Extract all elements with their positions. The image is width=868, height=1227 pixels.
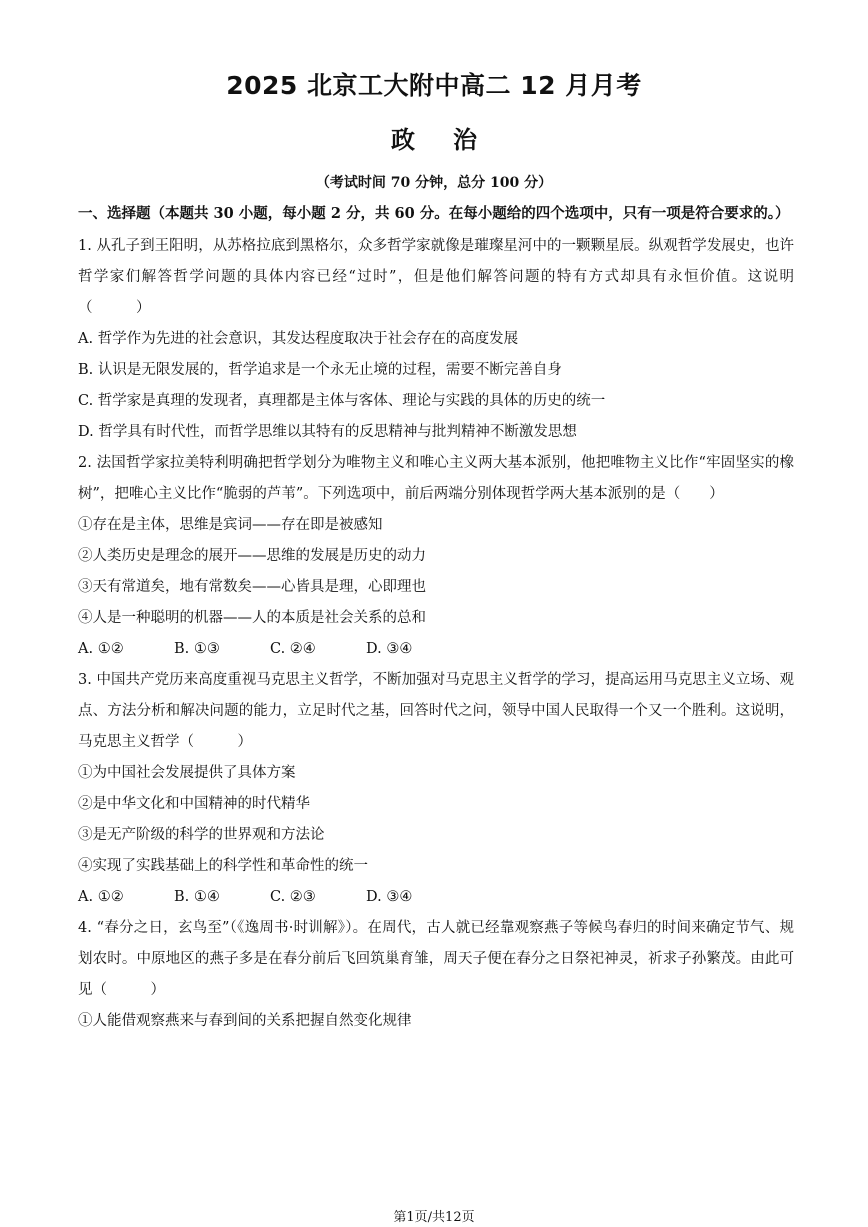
option-d: D. 哲学具有时代性，而哲学思维以其特有的反思精神与批判精神不断激发思想	[78, 424, 577, 440]
choice-row	[78, 634, 794, 665]
question-stem: 4. “春分之日，玄鸟至”（《逸周书·时训解》）。在周代，古人就已经靠观察燕子等候鸟春归的时间来确定节气、规划农时。中原地区的燕子多是在春分前后飞回筑巢育雏，周天子便在春分之日祭祀神灵，祈求子孙繁茂。由此可见（ ）	[78, 920, 794, 998]
choice-c: C. ②③	[270, 889, 316, 905]
exam-content	[78, 200, 809, 1037]
statement-2: ②人类历史是理念的展开——思维的发展是历史的动力	[78, 548, 426, 564]
choice-c: C. ②④	[270, 641, 316, 657]
option-b: B. 认识是无限发展的，哲学追求是一个永无止境的过程，需要不断完善自身	[78, 362, 562, 378]
exam-info: （考试时间 70 分钟，总分 100 分）	[315, 175, 553, 191]
question-2	[78, 448, 794, 665]
choice-d: D. ③④	[366, 641, 413, 657]
choice-b: B. ①④	[174, 889, 220, 905]
choice-d: D. ③④	[366, 889, 413, 905]
choice-a: A. ①②	[78, 889, 124, 905]
statement-4: ④人是一种聪明的机器——人的本质是社会关系的总和	[78, 610, 426, 626]
choice-row	[78, 882, 794, 913]
choice-a: A. ①②	[78, 641, 124, 657]
statement-2: ②是中华文化和中国精神的时代精华	[78, 796, 310, 812]
question-stem: 3. 中国共产党历来高度重视马克思主义哲学，不断加强对马克思主义哲学的学习，提高运用马克思主义立场、观点、方法分析和解决问题的能力，立足时代之基，回答时代之问，领导中国人民取得一个又一个胜利。这说明，马克思主义哲学（ ）	[78, 672, 794, 750]
question-1	[78, 231, 809, 448]
statement-3: ③是无产阶级的科学的世界观和方法论	[78, 827, 325, 843]
statement-4: ④实现了实践基础上的科学性和革命性的统一	[78, 858, 368, 874]
option-c: C. 哲学家是真理的发现者，真理都是主体与客体、理论与实践的具体的历史的统一	[78, 393, 606, 409]
subject-title: 政治	[391, 126, 515, 154]
statement-1: ①存在是主体，思维是宾词——存在即是被感知	[78, 517, 383, 533]
option-a: A. 哲学作为先进的社会意识，其发达程度取决于社会存在的高度发展	[78, 331, 519, 347]
statement-1: ①人能借观察燕来与春到间的关系把握自然变化规律	[78, 1013, 412, 1029]
question-4	[78, 913, 794, 1037]
choice-b: B. ①③	[174, 641, 220, 657]
question-3	[78, 665, 794, 913]
question-stem: 2. 法国哲学家拉美特利明确把哲学划分为唯物主义和唯心主义两大基本派别，他把唯物主义比作“牢固坚实的橡树”，把唯心主义比作“脆弱的芦苇”。下列选项中，前后两端分别体现哲学两大基本派别的是（ ）	[78, 455, 794, 502]
exam-title: 2025 北京工大附中高二 12 月月考	[226, 71, 642, 100]
page-footer: 第1页/共12页	[393, 1210, 475, 1225]
question-stem: 1. 从孔子到王阳明，从苏格拉底到黑格尔，众多哲学家就像是璀璨星河中的一颗颗星辰。纵观哲学发展史，也许哲学家们解答哲学问题的具体内容已经“过时”，但是他们解答问题的特有方式却具有永恒价值。这说明 （ ）	[78, 238, 809, 316]
statement-1: ①为中国社会发展提供了具体方案	[78, 765, 296, 781]
statement-3: ③天有常道矣，地有常数矣——心皆具是理，心即理也	[78, 579, 426, 595]
section-heading: 一、选择题（本题共 30 小题，每小题 2 分，共 60 分。在每小题给的四个选项中，只有一项是符合要求的。）	[78, 205, 790, 222]
